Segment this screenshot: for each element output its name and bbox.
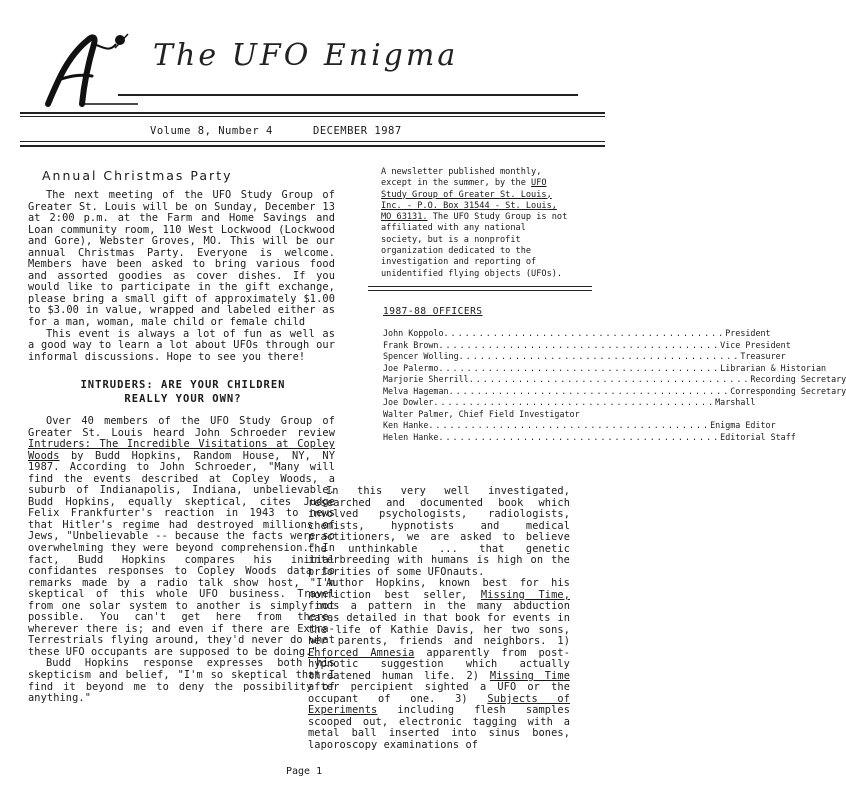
dot-leader: ........................................ [438, 339, 721, 350]
officer-name: Helen Hanke [383, 431, 439, 442]
issue-volume: Volume 8, Number 4 [150, 125, 273, 137]
text-span: Author Hopkins, known best for his nonfiction best seller, [308, 577, 570, 601]
officer-name: Spencer Wolling [383, 351, 459, 361]
pattern-term: Enforced Amnesia [308, 646, 415, 659]
officer-row [383, 328, 771, 340]
text-span: A newsletter published monthly, except in the summer, by the [381, 167, 542, 189]
officer-name: Joe Palermo [383, 362, 439, 373]
officer-name: John Koppolo [383, 328, 444, 338]
officer-row [383, 420, 776, 432]
dot-leader: ........................................ [458, 351, 741, 361]
officer-title: Vice President [720, 339, 791, 350]
divider-rule [20, 116, 605, 117]
officer-title: President [725, 328, 771, 338]
officer-row [383, 351, 786, 363]
christmas-article [28, 190, 335, 363]
page-number: Page 1 [286, 766, 323, 777]
officer-name: Ken Hanke [383, 420, 429, 430]
dot-leader: ........................................ [448, 385, 731, 396]
newsletter-title: The UFO Enigma [153, 38, 459, 73]
officer-name: Joe Dowler [383, 397, 434, 407]
intruders-paragraph-1 [28, 416, 335, 658]
text-span: The UFO Study Group is not affiliated with any national society, but is a nonprofit organization dedicated to the investigation and reporting of unidentified flying objects (UFOs). [381, 212, 568, 279]
group-address: UFO Study Group of Greater St. Louis, Inc. - P.O. Box 31544 - St. Louis, MO 63131. [381, 178, 557, 223]
divider-rule [20, 145, 605, 147]
officers-heading: 1987-88 OFFICERS [383, 306, 483, 317]
officer-title: Corresponding Secretary [730, 385, 846, 396]
christmas-paragraph-1: The next meeting of the UFO Study Group of Greater St. Louis will be on Sunday, December 13 at 2:00 p.m. at the Farm and Home Savings and Loan community room, 110 West Lockwood (Lockwood and Gore), Webster Groves, MO. This will be our annual Christmas Party. Everyone is welcome. Members have been asked to bring various food and assorted goodies as cover dishes. If you would like to participate in the gift exchange, please bring a small gift of approximately $1.00 to $3.00 in value, wrapped and labeled either as for a man, woman, male child or female child [28, 189, 335, 329]
intruders-paragraph-2: Budd Hopkins response expresses both his skepticism and belief, "I'm so skeptical that I find it beyond me to deny the possibility of anything." [28, 657, 335, 705]
pattern-term: Subjects of Experiments [308, 692, 570, 717]
dot-leader: ........................................ [433, 397, 716, 407]
officer-row [383, 409, 583, 421]
text-span: by Budd Hopkins, Random House, NY, NY 1987. According to John Schroeder, "Many will find the events described at Copley Woods, a suburb of Indianapolis, Indiana, unbelievable. Budd Hopkins, equally skeptical, cites Judge Felix Frankfurter's reaction in 1943 to news that Hitler's regime had destroyed millions of Jews, "Unbelievable -- because the facts were so overwhelming they were beyond comprehension." In fact, Budd Hopkins compares his initial confidantes responses to Copley Woods data to remarks made by a radio talk show host, "I'm skeptical of this whole UFO business. Travel from one solar system to another is simply not possible. You can't get here from there, wherever there is; and even if there are Extra-Terrestrials flying around, they'd never do what these UFO occupants are supposed to be doing." [28, 449, 335, 658]
officer-name: Marjorie Sherrill [383, 374, 469, 384]
dot-leader: ........................................ [438, 362, 721, 373]
christmas-paragraph-2: This event is always a lot of fun as well as a good way to learn a lot about UFOs through our informal discussions. Hope to see you there! [28, 327, 335, 363]
officer-title: Editorial Staff [720, 431, 796, 442]
officer-title: Treasurer [740, 351, 786, 361]
dot-leader: ........................................ [443, 328, 726, 338]
divider-rule [20, 112, 605, 114]
officer-row [383, 385, 846, 398]
officer-row [383, 339, 791, 352]
officer-row [383, 431, 796, 444]
officer-name: Walter Palmer, Chief Field Investigator [383, 408, 580, 419]
book-title: Missing Time, [480, 588, 570, 601]
officer-title: Recording Secretary [750, 374, 846, 384]
dot-leader: ........................................ [468, 374, 751, 384]
officer-row [383, 362, 827, 375]
officer-name: Melva Hageman [383, 385, 449, 396]
intruders-article-col2 [308, 486, 570, 752]
officer-row [383, 374, 846, 386]
christmas-heading: Annual Christmas Party [42, 168, 233, 183]
sidebar-rule [368, 290, 592, 291]
intruders-heading-line-1: INTRUDERS: ARE YOUR CHILDREN [80, 379, 286, 391]
officer-row [383, 397, 756, 409]
pattern-term: Missing Time [489, 669, 571, 682]
text-span: finds a pattern in the many abduction cases detailed in that book for events in the life of Kathie Davis, her two sons, her parents, friends and neighbors. 1) [308, 600, 570, 648]
officer-name: Frank Brown [383, 339, 439, 350]
issue-date: DECEMBER 1987 [313, 125, 402, 137]
officers-list [383, 328, 846, 443]
intruders-article-col1 [28, 416, 335, 705]
officer-title: Enigma Editor [710, 420, 776, 430]
sidebar-intro [381, 167, 571, 280]
dot-leader: ........................................ [438, 431, 721, 442]
intruders-col2-paragraph-2 [308, 578, 570, 751]
sidebar-masthead-info [381, 167, 571, 280]
text-span: after percipient sighted a UFO or the occupant of one. 3) [308, 681, 570, 705]
dot-leader: ........................................ [428, 420, 711, 430]
intruders-heading-line-2: REALLY YOUR OWN? [124, 393, 242, 405]
alien-logo-icon [44, 30, 140, 108]
text-span: including flesh samples scooped out, electronic tagging with a metal ball inserted into sinus bones, laporoscopy examinations of [308, 704, 570, 752]
officer-title: Librarian & Historian [720, 362, 827, 373]
book-title: Intruders: The Incredible Visitations at Copley Woods [28, 438, 335, 462]
sidebar-rule [368, 286, 592, 287]
text-span: Over 40 members of the UFO Study Group of Greater St. Louis heard John Schroeder review [28, 415, 335, 439]
officer-title: Marshall [715, 397, 756, 407]
text-span: apparently from post-hypnotic suggestion which actually threatened human life. 2) [308, 646, 570, 682]
masthead-rule [118, 94, 578, 96]
divider-rule [20, 141, 605, 142]
intruders-heading [28, 378, 338, 406]
intruders-col2-paragraph-1: In this very well investigated, researched and documented book which involved psychologists, radiologists, chemists, hypnotists and medical practitioners, we are asked to believe the unthinkable ... that genetic interbreeding with humans is high on the priorities of some UFOnauts. [308, 485, 570, 578]
